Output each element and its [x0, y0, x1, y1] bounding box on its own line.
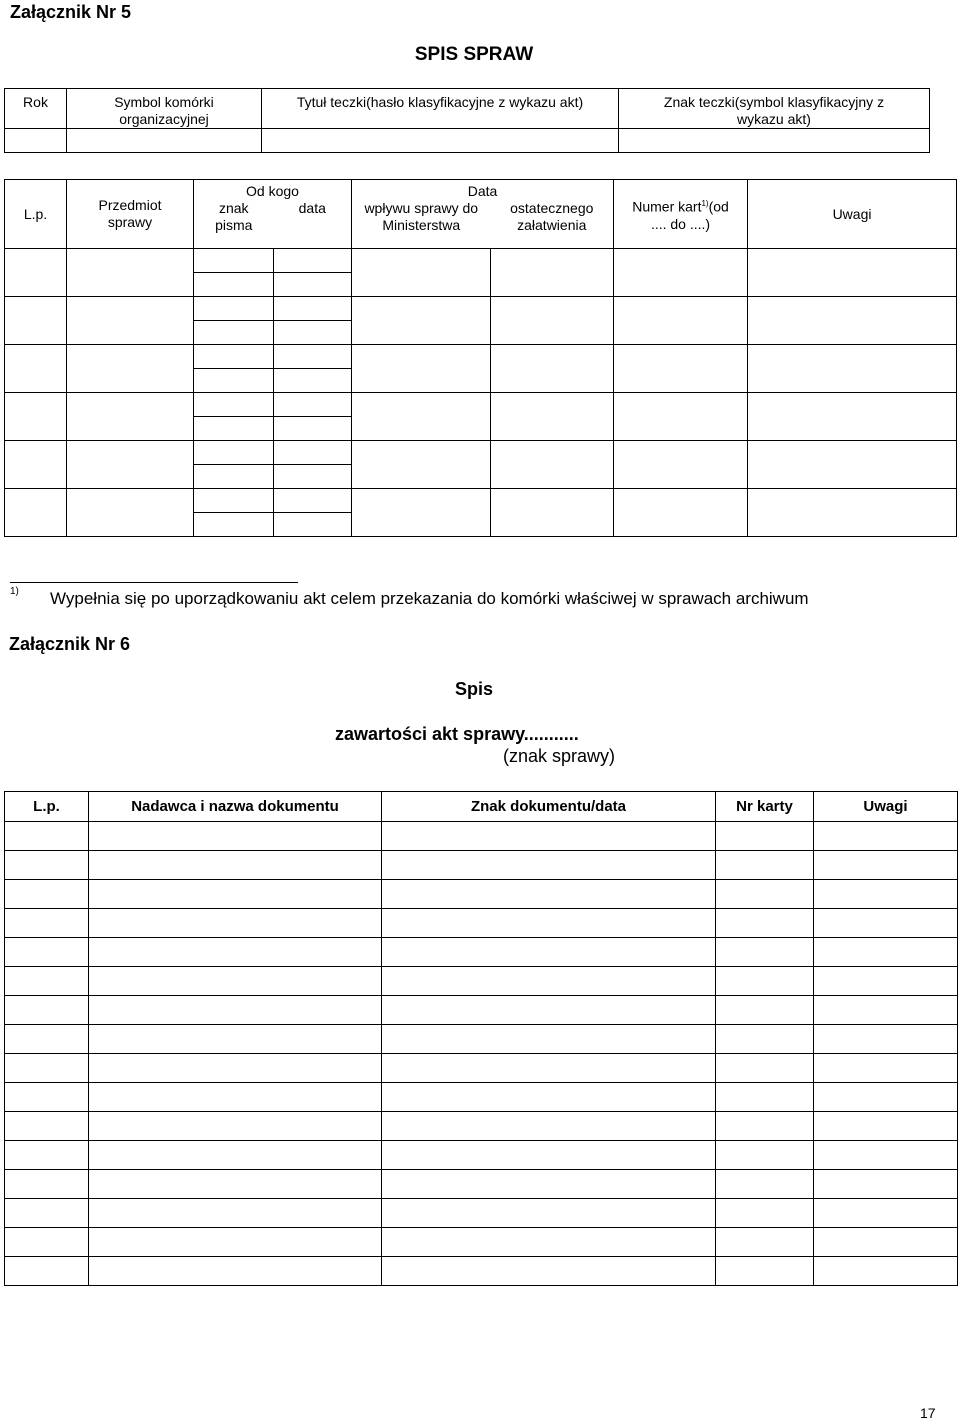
- table-row: [5, 822, 958, 851]
- table-row: [5, 1083, 958, 1112]
- annex6-heading: Załącznik Nr 6: [9, 634, 131, 654]
- table-row: [5, 1054, 958, 1083]
- col-tytul: Tytuł teczki(hasło klasyfikacyjne z wykazu akt): [262, 89, 619, 129]
- col-lp: L.p.: [5, 792, 89, 822]
- table-row: [5, 297, 957, 321]
- col-znak-pisma: znak pisma: [194, 200, 274, 249]
- table-row: [5, 938, 958, 967]
- col-rok: Rok: [5, 89, 67, 129]
- page-number: 17: [920, 1405, 936, 1421]
- table-row: [5, 909, 958, 938]
- col-lp: L.p.: [5, 180, 67, 249]
- table-row: [5, 996, 958, 1025]
- table-row: [5, 489, 957, 513]
- annex6-title: Spis: [454, 679, 493, 699]
- col-nr-karty: Nr karty: [716, 792, 814, 822]
- footnote-rule: [10, 582, 298, 583]
- col-ostatecznego: ostatecznego załatwienia: [491, 200, 614, 249]
- col-uwagi: Uwagi: [814, 792, 958, 822]
- col-uwagi: Uwagi: [748, 180, 957, 249]
- col-nadawca: Nadawca i nazwa dokumentu: [89, 792, 382, 822]
- annex6-subtitle: zawartości akt sprawy...........: [335, 724, 579, 744]
- table-row: [5, 967, 958, 996]
- table-row: [5, 1228, 958, 1257]
- annex6-subtitle2: (znak sprawy): [503, 746, 616, 766]
- col-przedmiot: Przedmiot sprawy: [67, 180, 194, 249]
- table-row: [5, 1170, 958, 1199]
- annex5-header-table: [4, 88, 930, 153]
- table-row: [5, 1112, 958, 1141]
- col-wplywu: wpływu sprawy do Ministerstwa: [352, 200, 491, 249]
- col-symbol: Symbol komórki organizacyjnej: [67, 89, 262, 129]
- col-data: data: [274, 200, 352, 249]
- table-row: [5, 1199, 958, 1228]
- col-numer-kart: Numer kart$^{1)}$(od .... do ....): [614, 180, 748, 249]
- annex5-title: SPIS SPRAW: [414, 44, 534, 65]
- table-row: [5, 249, 957, 273]
- col-od-kogo: Od kogo: [194, 180, 352, 201]
- table-row: [5, 880, 958, 909]
- table-row: [5, 1257, 958, 1286]
- annex5-case-table: [4, 179, 957, 537]
- table-row: [5, 1025, 958, 1054]
- table-row: [5, 441, 957, 465]
- footnote-marker: 1): [10, 586, 19, 597]
- table-row: [5, 345, 957, 369]
- table-row: [5, 129, 930, 153]
- table-row: [5, 851, 958, 880]
- col-znak-dokumentu: Znak dokumentu/data: [382, 792, 716, 822]
- col-znak: Znak teczki(symbol klasyfikacyjny z wykazu akt): [619, 89, 930, 129]
- table-row: [5, 1141, 958, 1170]
- table-row: [5, 393, 957, 417]
- footnote-text: Wypełnia się po uporządkowaniu akt celem przekazania do komórki właściwej w sprawach archiwum: [50, 589, 809, 608]
- annex6-contents-table: [4, 791, 958, 1286]
- col-data-group: Data: [352, 180, 614, 201]
- annex5-heading: Załącznik Nr 5: [10, 2, 132, 22]
